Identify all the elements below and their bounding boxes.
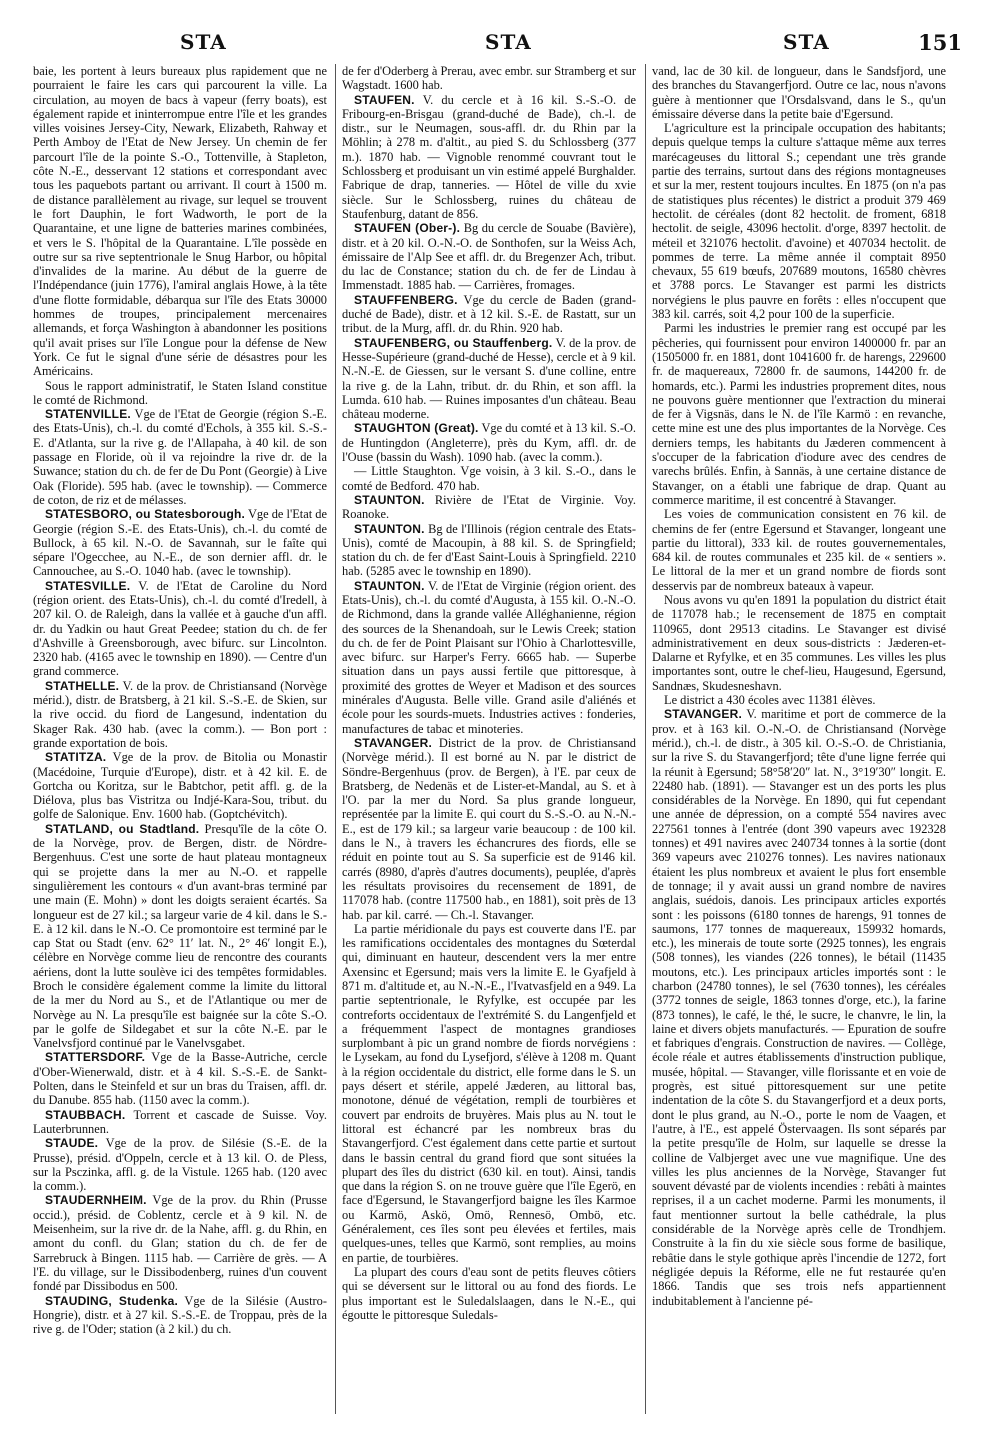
entry-headword: STATITZA. bbox=[45, 750, 107, 765]
entry-text: Rivière de l'Etat de Virginie. Voy. Roanoke. bbox=[342, 492, 636, 522]
entry-text: Vge de la prov. du Rhin (Prusse occid.), présid. de Coblentz, cercle et à 9 kil. N. de Meisenheim, sur la rive dr. de la Nahe, affl. g. du Rhin, en amont du confl. du Glan; station du ch. de fer de Sarrebruck à Bingen. 1115 hab. — Carrière de grès. — A l'E. du village, sur le Dissibodenberg, ruines d'un couvent fondé par Dissibodus en 500. bbox=[33, 1193, 327, 1294]
dictionary-entry bbox=[33, 679, 327, 750]
paragraph bbox=[652, 64, 946, 121]
entry-text: Nous avons vu qu'en 1891 la population du district était de 117078 hab.; le recensement de 1875 en comptait 110965, dont 29513 citadins. Le Stavanger est divisé administrativement en deux sous-districts : Jæderen-et-Dalarne et Ryfylke, et en 35 communes. Les villes les plus importantes sont, outre le chef-lieu, Haugesund, Egersund, Sandnæs, Skudesneshavn. bbox=[652, 592, 946, 693]
dictionary-entry bbox=[342, 579, 636, 736]
entry-text: Vge de l'Etat de Georgie (région S.-E. des Etats-Unis), ch.-l. du comté d'Echols, à 355 kil. S.-S.-E. d'Atlanta, sur la rive g. de l'Allapaha, à 40 kil. de son passage en Floride, où il va rejoindre la rive dr. de la Suwance; station du ch. de fer de Du Pont (Georgie) à Live Oak (Floride). 595 hab. (avec le township). — Commerce de coton, de riz et de mélasses. bbox=[33, 407, 327, 507]
entry-text: V. de la prov. de Hesse-Supérieure (grand-duché de Hesse), cercle et à 9 kil. N.-N.-E. de Giessen, sur le versant S. d'une colline, entre la rive g. de la Lahn, tribut. dr. du Rhin, et son affl. la Lumda. 610 hab. — Ruines imposantes d'un château. Beau château moderne. bbox=[342, 335, 636, 422]
entry-text: V. du cercle et à 16 kil. S.-S.-O. de Fribourg-en-Brisgau (grand-duché de Bade), ch.-l. de distr., sur le Neumagen, sous-affl. dr. du Rhin par la Möhlin; à 278 m. d'altit., au pied S. du Schlossberg (377 m.). 1870 hab. — Vignoble renommé couvrant tout le Schlossberg et produisant un vin estimé appelé Burghalder. Fabrique de drap, tanneries. — Hôtel de ville du xvie siècle. Sur le Schlossberg, ruines du château de Staufenburg, datant de 856. bbox=[342, 92, 636, 221]
running-head-right: STA bbox=[783, 30, 830, 54]
entry-headword: STATTERSDORF. bbox=[45, 1050, 146, 1065]
running-head-left: STA bbox=[180, 30, 227, 54]
entry-headword: STAUBBACH. bbox=[45, 1107, 126, 1122]
column-divider bbox=[335, 64, 336, 1414]
dictionary-entry bbox=[342, 293, 636, 336]
entry-text: Vge de la prov. de Silésie (S.-E. de la Prusse), présid. d'Oppeln, cercle et à 13 kil. O. de Pless, sur la Psczinka, affl. g. de la Vistule. 1265 hab. (120 avec la comm.). bbox=[33, 1136, 327, 1194]
entry-headword: STATLAND, ou Stadtland. bbox=[45, 821, 200, 836]
dictionary-entry bbox=[33, 822, 327, 1051]
entry-text: L'agriculture est la principale occupation des habitants; depuis quelque temps la culture s'attaque même aux terres marécageuses du littoral S.; cependant une très grande partie des terrains, surtout dans des régions montagneuses et sur la mer, restent toujours incultes. En 1875 (on n'a pas de statistiques plus récentes) le district a produit 379 469 hectolit. de céréales (dont 82 hectolit. de froment, 6818 hectolit. de seigle, 43096 hectolit. d'orge, 8397 hectolit. de méteil et 321076 hectolit. d'avoine) et 407034 hectolit. de pommes de terre. La même année il comptait 8950 chevaux, 55 619 bœufs, 207689 moutons, 16580 chèvres et 3788 porcs. Le Stavanger est parmi les districts norvégiens le plus pauvre en forêts : elles n'occupent que 383 kil. carrés, soit 4,2 pour 100 de la superficie. bbox=[652, 121, 946, 322]
entry-headword: STATESVILLE. bbox=[45, 578, 131, 593]
dictionary-entry bbox=[342, 522, 636, 579]
entry-text: Sous le rapport administratif, le Staten Island constitue le comté de Richmond. bbox=[33, 378, 327, 407]
paragraph bbox=[652, 321, 946, 507]
entry-headword: STAUDE. bbox=[45, 1136, 99, 1151]
entry-text: Vge du cercle de Baden (grand-duché de Bade), distr. et à 12 kil. S.-E. de Rastatt, sur un tribut. de la Murg, affl. dr. du Rhin. 920 hab. bbox=[342, 292, 636, 336]
entry-text: de fer d'Oderberg à Prerau, avec embr. sur Stramberg et sur Wagstadt. 1600 hab. bbox=[342, 64, 636, 93]
dictionary-entry bbox=[33, 750, 327, 821]
dictionary-entry bbox=[342, 421, 636, 464]
entry-text: Bg de l'Illinois (région centrale des Etats-Unis), comté de Macoupin, à 88 kil. S. de Springfield; station du ch. de fer d'East Saint-Louis à Springfield. 2210 hab. (5285 avec le township en 1890). bbox=[342, 521, 636, 579]
entry-headword: STAUFENBERG, ou Stauffenberg. bbox=[354, 335, 553, 350]
paragraph bbox=[652, 693, 946, 707]
entry-text: Presqu'île de la côte O. de la Norvège, prov. de Bergen, distr. de Nördre-Bergenhuus. C'est une sorte de haut plateau montagneux qui se projette dans la mer au N.-O. et rappelle singulièrement les contours « d'un avant-bras terminé par une main (E. Mohn) » dont les doigts seraient écartés. Sa longueur est de 27 kil.; sa largeur varie de 4 kil. dans le S.-E. à 12 kil. dans le N.-O. Ce promontoire est terminé par le cap Stat ou Stadt (env. 62° 11′ lat. N., 2° 46′ longit E.), célèbre en Norvège comme lieu de rencontre des courants aériens, dont la lutte soulève ici des tempêtes formidables. Broch le considère également comme la limite du littoral de la mer du Nord au S., et de l'Atlantique ou mer de Norvège au N. La presqu'île est baignée sur la côte S.-O. par le golfe de Sildegabet et sur la côte N.-E. par le Vanelvsfjord continué par le Vanelvsgabet. bbox=[33, 821, 327, 1051]
entry-text: Vge de la Silésie (Austro-Hongrie), distr. et à 27 kil. S.-S.-E. de Troppau, près de la rive g. de l'Oder; station (à 2 kil.) du ch. bbox=[33, 1293, 327, 1337]
dictionary-entry bbox=[342, 93, 636, 222]
entry-text: Vge du comté et à 13 kil. S.-O. de Huntingdon (Angleterre), près du Kym, affl. dr. de l'Ouse (bassin du Wash). 1090 hab. (avec la comm.). bbox=[342, 421, 636, 465]
text-column-2 bbox=[342, 64, 636, 1414]
paragraph bbox=[652, 121, 946, 321]
entry-text: Vge de la prov. de Bitolia ou Monastir (Macédoine, Turquie d'Europe), distr. et à 42 kil. E. de Gortcha ou Koritza, sur le Babtchor, petit affl. g. de la Diélova, plus bas Vistritza ou Indjé-Kara-Sou, tribut. du golfe de Salonique. Env. 1600 hab. (Goptchévitch). bbox=[33, 750, 327, 822]
dictionary-entry bbox=[33, 1050, 327, 1107]
paragraph bbox=[33, 64, 327, 379]
entry-headword: STAUNTON. bbox=[354, 521, 425, 536]
paragraph bbox=[652, 593, 946, 693]
entry-text: Les voies de communication consistent en 76 kil. de chemins de fer (entre Egersund et Stavanger, longeant une partie du littoral), 333 kil. de routes gouvernementales, 684 kil. de routes communales et 235 kil. de « sentiers ». Le littoral de la mer et un grand nombre de fiords sont desservis par de nombreux bateaux à vapeur. bbox=[652, 507, 946, 593]
dictionary-entry bbox=[342, 221, 636, 292]
entry-headword: STAUFEN. bbox=[354, 92, 415, 107]
entry-headword: STAUFEN (Ober-). bbox=[354, 221, 461, 236]
entry-headword: STATENVILLE. bbox=[45, 407, 131, 422]
column-divider bbox=[645, 64, 646, 1414]
dictionary-entry bbox=[33, 1108, 327, 1137]
entry-text: La partie méridionale du pays est couverte dans l'E. par les ramifications occidentales des montagnes du Sœterdal qui, diminuant en hauteur, descendent vers la mer entre Axensinc et Egersund; mais vers la limite E. le Gyafjeld à 871 m. d'altitude et, au N.-N.-E., l'Ivatvasfjeld en a 949. La partie septentrionale, le Ryfylke, est occupée par les contreforts occidentaux de l'extrémité S. du Langenfjeld et a fréquemment l'aspect de montagnes grandioses surplombant à pic un grand nombre de fiords norvégiens : le Lysekam, au fond du Lysefjord, s'élève à 1208 m. Quant à la région occidentale du district, elle forme dans le S. un pays désert et stérile, appelé Jæderen, au littoral bas, monotone, dénué de végétation, rempli de tourbières et couvert par endroits de bruyères. Mais plus au N. tout le littoral est échancré par les nombreux bras du Stavangerfjord. C'est également dans cette partie et surtout dans le bassin central du grand fiord que sont situées la plupart des îles du district (630 kil. en tout). Ainsi, tandis que dans la région S. on ne trouve guère que l'île Egerö, en face d'Egersund, le Stavangerfjord baigne les îles Karmoe ou Karmö, Askö, Omö, Rennesö, Ombö, etc. Généralement, ces îles sont peu élevées et fertiles, mais quelques-unes, telles que Karmö, sont remplies, au moins en partie, de tourbières. bbox=[342, 921, 636, 1265]
entry-headword: STAVANGER. bbox=[354, 735, 433, 750]
entry-text: Torrent et cascade de Suisse. Voy. Lauterbrunnen. bbox=[33, 1107, 327, 1136]
entry-text: Bg du cercle de Souabe (Bavière), distr. et à 20 kil. O.-N.-O. de Sonthofen, sur la Weiss Ach, émissaire de l'Alp See et affl. dr. du Bregenzer Ach, tribut. du lac de Constance; station du ch. de fer de Lindau à Immenstadt. 1885 hab. — Carrières, fromages. bbox=[342, 221, 636, 293]
dictionary-entry bbox=[342, 736, 636, 922]
entry-text: V. de l'Etat de Virginie (région orient. des Etats-Unis), ch.-l. du comté d'Augusta, à 155 kil. O.-N.-O. de Richmond, dans la grande vallée Alléghanienne, région des sources de la Shenandoah, sur le Lewis Creek; station du ch. de fer de Point Plaisant sur l'Ohio à Charlottesville, avec bifurc. sur Harper's Ferry. 6665 hab. — Superbe situation dans un pays aussi fertile que pittoresque, à proximité des grottes de Weyer et Madison et des sources minérales d'Augusta. Belle ville. Grand asile d'aliénés et école pour les sourds-muets. Industries actives : fonderies, manufactures de tabac et minoteries. bbox=[342, 578, 636, 736]
dictionary-entry bbox=[652, 707, 946, 1307]
entry-headword: STATESBORO, ou Statesborough. bbox=[45, 507, 246, 522]
dictionary-entry bbox=[33, 1193, 327, 1293]
dictionary-entry bbox=[33, 507, 327, 578]
entry-headword: STAUNTON. bbox=[354, 492, 425, 507]
entry-text: Vge de la Basse-Autriche, cercle d'Ober-Wienerwald, distr. et à 4 kil. S.-S.-E. de Sankt-Polten, dans le Steinfeld et sur un bras du Traisen, affl. dr. du Danube. 855 hab. (1150 avec la comm.). bbox=[33, 1050, 327, 1108]
paragraph bbox=[342, 1265, 636, 1322]
entry-text: Parmi les industries le premier rang est occupé par les pêcheries, qui fournissent pour environ 1400000 fr. par an (1505000 fr. en 1881, dont 1041600 fr. de harengs, 229600 fr. de maquereaux, 72800 fr. de saumons, 144200 fr. de homards, etc.). Parmi les industries proprement dites, nous ne pouvons guère mentionner que l'extraction du minerai de fer à Vigsnäs, dans le N. de l'île Karmö : en revanche, cette mine est une des plus importantes de la Norvège. Ces derniers temps, les habitants du Jæderen commencent à s'occuper de la fabrication d'iodure avec des cendres de varechs brûlés. Enfin, à Sannäs, à une certaine distance de Stavanger, on a établi une fabrique de drap. Quant au commerce maritime, il est concentré à Stavanger. bbox=[652, 321, 946, 507]
text-column-1 bbox=[33, 64, 327, 1414]
dictionary-entry bbox=[33, 579, 327, 679]
page-number: 151 bbox=[918, 30, 962, 55]
paragraph bbox=[652, 507, 946, 593]
entry-text: V. de l'Etat de Caroline du Nord (région orient. des Etats-Unis), ch.-l. du comté d'Iredell, à 207 kil. O. de Raleigh, dans la vallée et à gauche d'un affl. dr. du Yadkin ou haut Great Peedee; station du ch. de fer d'Ashville à Greensborough, avec bifurc. sur Lincolnton. 2320 hab. (4165 avec le township en 1890). — Centre d'un grand commerce. bbox=[33, 578, 327, 679]
entry-headword: STAUDING, Studenka. bbox=[45, 1293, 179, 1308]
dictionary-entry bbox=[342, 336, 636, 422]
entry-headword: STATHELLE. bbox=[45, 678, 120, 693]
paragraph bbox=[342, 464, 636, 493]
entry-headword: STAUNTON. bbox=[354, 578, 425, 593]
dictionary-entry bbox=[33, 1294, 327, 1337]
dictionary-entry bbox=[33, 1136, 327, 1193]
entry-text: vand, lac de 30 kil. de longueur, dans le Sandsfjord, une des branches du Stavangerfjord. Outre ce lac, nous n'avons guère à mentionner que l'Orsdalsvand, dans le S., qu'un émissaire déverse dans la petite baie d'Egersund. bbox=[652, 64, 946, 121]
dictionary-entry bbox=[342, 493, 636, 522]
entry-text: — Little Staughton. Vge voisin, à 3 kil. S.-O., dans le comté de Bedford. 470 hab. bbox=[342, 464, 636, 493]
entry-text: La plupart des cours d'eau sont de petits fleuves côtiers qui se déversent sur le littoral ou au fond des fiords. Le plus important est le Suledalslaagen, dans le N.-E., qui égoutte le pittoresque Suledals- bbox=[342, 1264, 636, 1322]
entry-text: V. maritime et port de commerce de la prov. et à 163 kil. O.-N.-O. de Christiansand (Norvège mérid.), ch.-l. de distr., à 305 kil. O.-S.-O. de Christiania, sur la rive S. du Stavangerfjord; tête d'une ligne ferrée qui la réunit à Egersund; 58°58′20″ lat. N., 3°19′30″ longit. E. 22480 hab. (1891). — Stavanger est un des ports les plus considérables de la Norvège. En 1890, qui fut cependant une année de dépression, on a compté 554 navires avec 227561 tonnes à l'entrée (dont 390 vapeurs avec 192328 tonnes) et 491 navires avec 240734 tonnes à la sortie (dont 369 vapeurs avec 210276 tonnes). Les navires nationaux étaient les plus nombreux et avaient le plus fort ensemble de tonnage; il y avait aussi un grand nombre de navires anglais, suédois, danois. Les principaux articles exportés sont : les poissons (6180 tonnes de harengs, 91 tonnes de saumons, 177 tonnes de maquereaux, 159932 homards, etc.), les minerais de toute sorte (2925 tonnes), les engrais (508 tonnes), les viandes (226 tonnes), le bétail (11435 moutons, etc.). Les principaux articles importés sont : le charbon (24780 tonnes), le sel (7630 tonnes), les céréales (3772 tonnes de seigle, 1863 tonnes d'orge, etc.), la farine (873 tonnes), le café, le thé, le sucre, le chanvre, le lin, la laine et divers objets manufacturés. — Epuration de soufre et fabriques d'engrais. Construction de navires. — Collège, école réale et autres établissements d'instruction publique, musée, hôpital. — Stavanger, ville florissante et en voie de progrès, est situé pittoresquement sur une petite indentation de la côte S. du Stavangerfjord et a deux ports, dont le plus grand, au N.-O., porte le nom de Vaagen, et l'autre, à l'E., est appelé Östervaagen. Ils sont séparés par la petite presqu'île de Holm, sur laquelle se dresse la colline de Valbjerget avec une vue magnifique. Une des villes les plus anciennes de la Norvège, Stavanger fut souvent dévasté par de violents incendies : rebâti à maintes reprises, il a un cachet moderne. Parmi les monuments, il faut mentionner surtout la belle cathédrale, la plus considérable de la Norvège après celle de Trondhjem. Construite à la fin du xie siècle sous forme de basilique, rebâtie dans le style gothique après l'incendie de 1272, fort négligée depuis la Réforme, elle ne fut restaurée qu'en 1866. Tandis que ses trois nefs appartiennent indubitablement à l'ancienne pé- bbox=[652, 707, 946, 1308]
paragraph bbox=[33, 379, 327, 408]
entry-headword: STAUGHTON (Great). bbox=[354, 421, 479, 436]
entry-text: baie, les portent à leurs bureaux plus rapidement que ne pourraient le faire les cars qui parcourent la ville. La circulation, au moyen de bacs à vapeur (ferry boats), est également rapide et ininterrompue entre l'île et les grandes villes voisines Jersey-City, Newark, Elizabeth, Rahway et Perth Amboy de l'Etat de New Jersey. Un chemin de fer parcourt l'île de la pointe S.-O., Tottenville, à Stapleton, côte N.-E., desservant 12 stations et correspondant avec tous les paquebots partant ou arrivant. Il court à 1500 m. de distance parallèlement au rivage, sur lequel se trouvent le fort Dauphin, le fort Wadworth, le port de la Quarantaine, et une ligne de batteries marines combinées, et vers le S. l'hôpital de la Quarantaine. L'île possède en outre sur sa rive septentrionale le Snug Harbor, ou hôpital d'invalides de la marine. Au début de la guerre de l'Indépendance (juin 1776), l'amiral anglais Howe, à la tête d'une flotte formidable, débarqua sur l'île des Etats 30000 hommes de troupes, principalement mercenaires allemands, et força Washington à abandonner les positions qu'il avait prises sur l'île Longue pour la défense de New York. Ce fut le signal d'une série de désastres pour les Américains. bbox=[33, 64, 327, 379]
entry-headword: STAUDERNHEIM. bbox=[45, 1193, 147, 1208]
dictionary-entry bbox=[33, 407, 327, 507]
entry-headword: STAVANGER. bbox=[664, 707, 743, 722]
paragraph bbox=[342, 64, 636, 93]
entry-text: Vge de l'Etat de Georgie (région S.-E. des Etats-Unis), ch.-l. du comté de Bullock, à 65 kil. N.-O. de Savannah, sur le faîte qui sépare l'Ogecchee, au N.-E., de son dernier affl. dr. le Cannouchee, au S.-O. 1040 hab. (avec le township). bbox=[33, 507, 327, 579]
text-column-3 bbox=[652, 64, 946, 1414]
entry-headword: STAUFFENBERG. bbox=[354, 292, 458, 307]
paragraph bbox=[342, 922, 636, 1265]
entry-text: Le district a 430 écoles avec 11381 élèves. bbox=[664, 693, 876, 708]
entry-text: District de la prov. de Christiansand (Norvège mérid.). Il est borné au N. par le district de Söndre-Bergenhuus (prov. de Bergen), à l'E. par ceux de Bratsberg, de Nedenäs et de Lister-et-Mandal, au S. et à l'O. par la mer du Nord. Sa plus grande longueur, représentée par la limite E. qui court du S.-S.-O. au N.-N.-E., est de 179 kil.; sa largeur varie beaucoup : de 100 kil. dans le N., à travers les échancrures des fiords, elle se réduit en pointe tout au S. Sa superficie est de 9146 kil. carrés (8980, d'après d'autres documents), peuplée, d'après les résultats provisoires du recensement de 1891, de 117078 hab. (contre 117500 hab., en 1881), soit près de 13 hab. par kil. carré. — Ch.-l. Stavanger. bbox=[342, 735, 636, 922]
entry-text: V. de la prov. de Christiansand (Norvège mérid.), distr. de Bratsberg, à 21 kil. S.-S.-E. de Skien, sur la rive occid. du fiord de Langesund, indentation du Skager Rak. 430 hab. (avec la comm.). — Bon port : grande exportation de bois. bbox=[33, 678, 327, 750]
running-head-center: STA bbox=[485, 30, 532, 54]
